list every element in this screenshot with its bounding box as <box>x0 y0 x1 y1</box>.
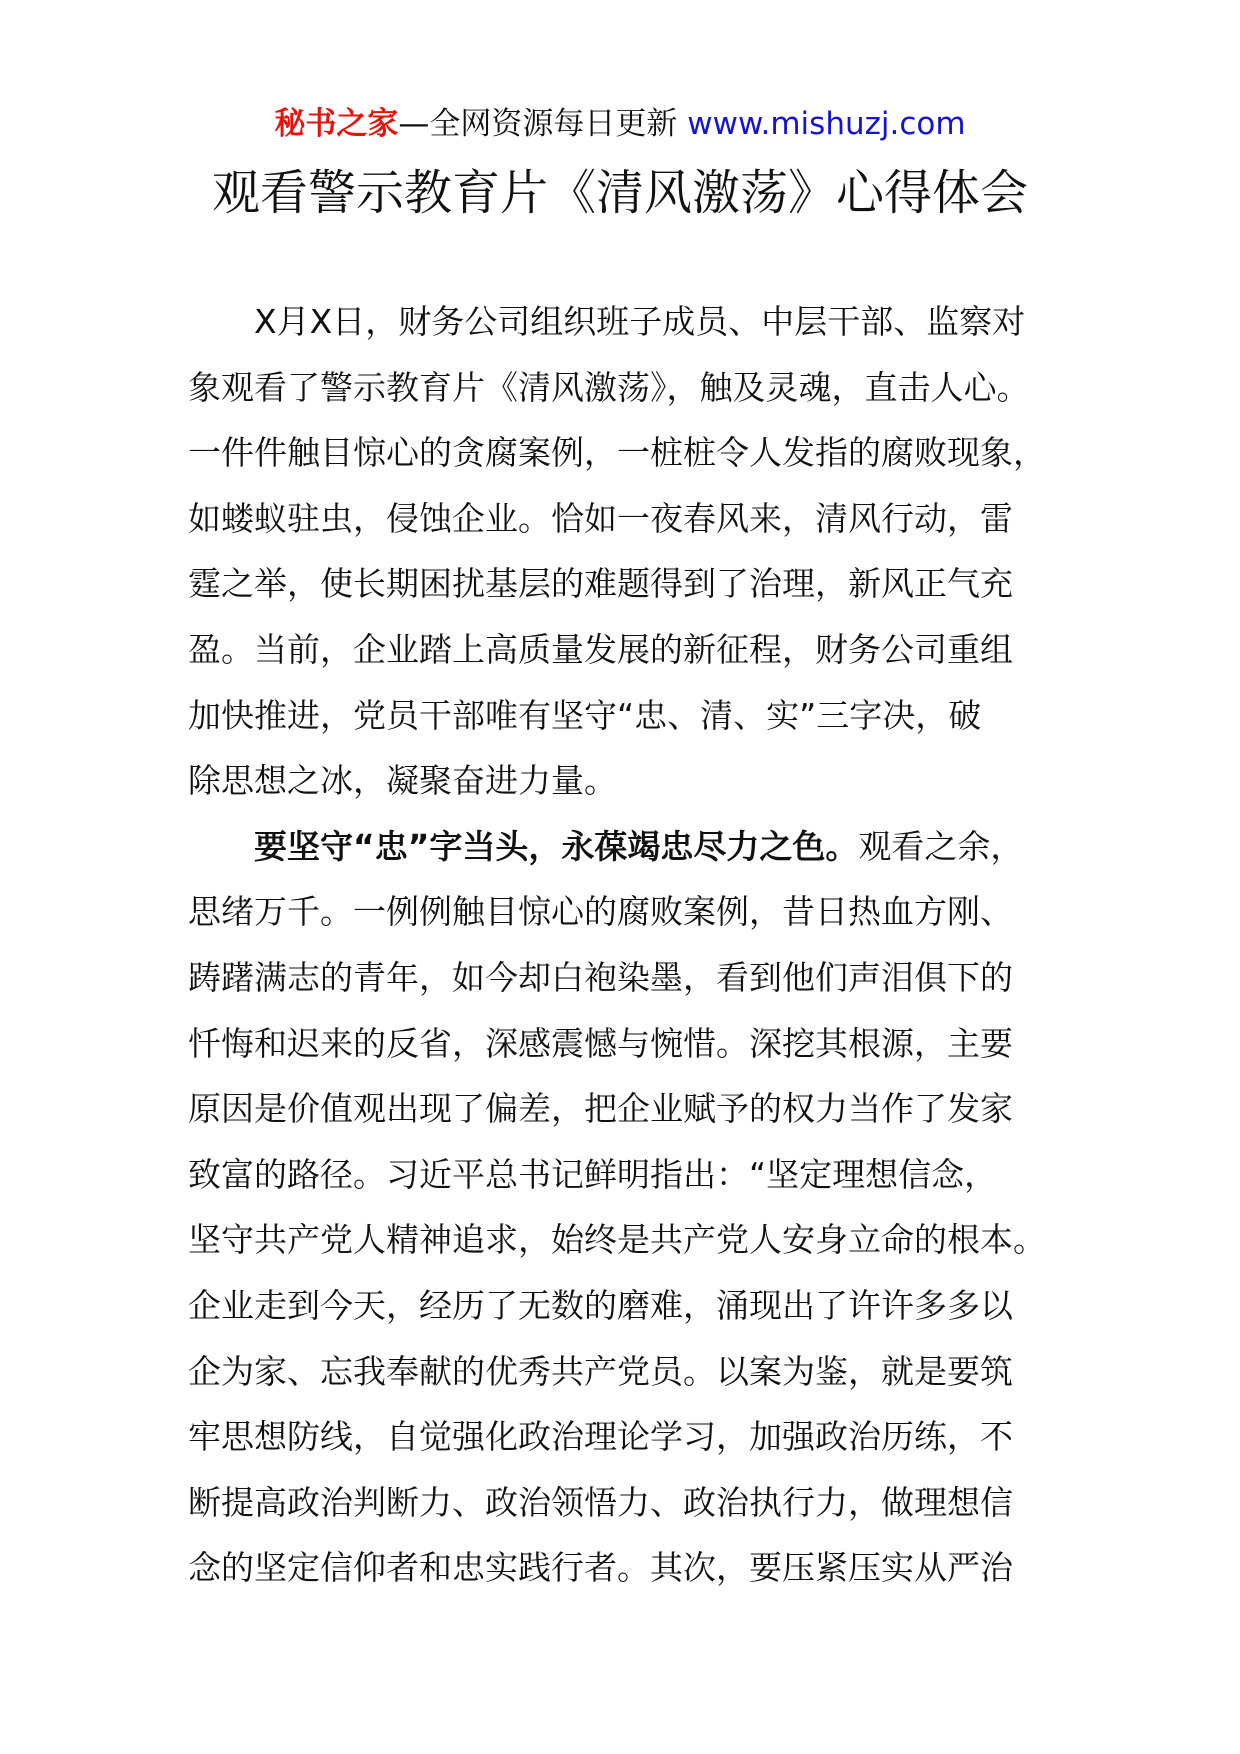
text-line: 牢思想防线，自觉强化政治理论学习，加强政治历练，不 <box>188 1417 1013 1457</box>
text-line: 盈。当前，企业踏上高质量发展的新征程，财务公司重组 <box>188 629 1013 669</box>
site-url-link[interactable]: www.mishuzj.com <box>687 106 966 142</box>
text-line: 企为家、忘我奉献的优秀共产党员。以案为鉴，就是要筑 <box>188 1351 1013 1391</box>
site-tagline: —全网资源每日更新 <box>398 106 688 142</box>
text-line: X月X日，财务公司组织班子成员、中层干部、监察对 <box>254 302 1026 341</box>
text-line: 象观看了警示教育片《清风激荡》，触及灵魂，直击人心。 <box>188 367 1030 407</box>
text-line: 致富的路径。习近平总书记鲜明指出：“坚定理想信念， <box>188 1154 998 1194</box>
text-line: 加快推进，党员干部唯有坚守“忠、清、实”三字决，破 <box>188 695 982 735</box>
text-line: 霆之举，使长期困扰基层的难题得到了治理，新风正气充 <box>188 564 1013 604</box>
text-line: 企业走到今天，经历了无数的磨难，涌现出了许许多多以 <box>188 1285 1013 1325</box>
text-line <box>188 814 1068 880</box>
paragraph-intro <box>188 289 1068 814</box>
text-line: 除思想之冰，凝聚奋进力量。 <box>188 761 617 801</box>
lead-line-rest: 观看之余， <box>858 826 1024 866</box>
paragraph-loyalty <box>188 814 1068 1601</box>
text-line: 坚守共产党人精神追求，始终是共产党人安身立命的根本。 <box>188 1220 1046 1260</box>
text-line: 如蝼蚁驻虫，侵蚀企业。恰如一夜春风来，清风行动，雷 <box>188 498 1013 538</box>
site-header <box>0 102 1240 146</box>
text-line: 念的坚定信仰者和忠实践行者。其次，要压紧压实从严治 <box>188 1548 1013 1588</box>
text-line: 踌躇满志的青年，如今却白袍染墨，看到他们声泪俱下的 <box>188 957 1013 997</box>
section-lead-heading: 要坚守“忠”字当头，永葆竭忠尽力之色。 <box>254 826 859 866</box>
document-body <box>188 289 1068 1601</box>
text-line: 思绪万千。一例例触目惊心的腐败案例，昔日热血方刚、 <box>188 892 1013 932</box>
text-line: 忏悔和迟来的反省，深感震憾与惋惜。深挖其根源，主要 <box>188 1023 1013 1063</box>
text-line: 原因是价值观出现了偏差，把企业赋予的权力当作了发家 <box>188 1089 1013 1129</box>
brand-name: 秘书之家 <box>274 106 399 142</box>
text-line: 一件件触目惊心的贪腐案例，一桩桩令人发指的腐败现象， <box>188 433 1046 473</box>
text-line: 断提高政治判断力、政治领悟力、政治执行力，做理想信 <box>188 1482 1013 1522</box>
document-title: 观看警示教育片《清风激荡》心得体会 <box>211 165 1028 221</box>
